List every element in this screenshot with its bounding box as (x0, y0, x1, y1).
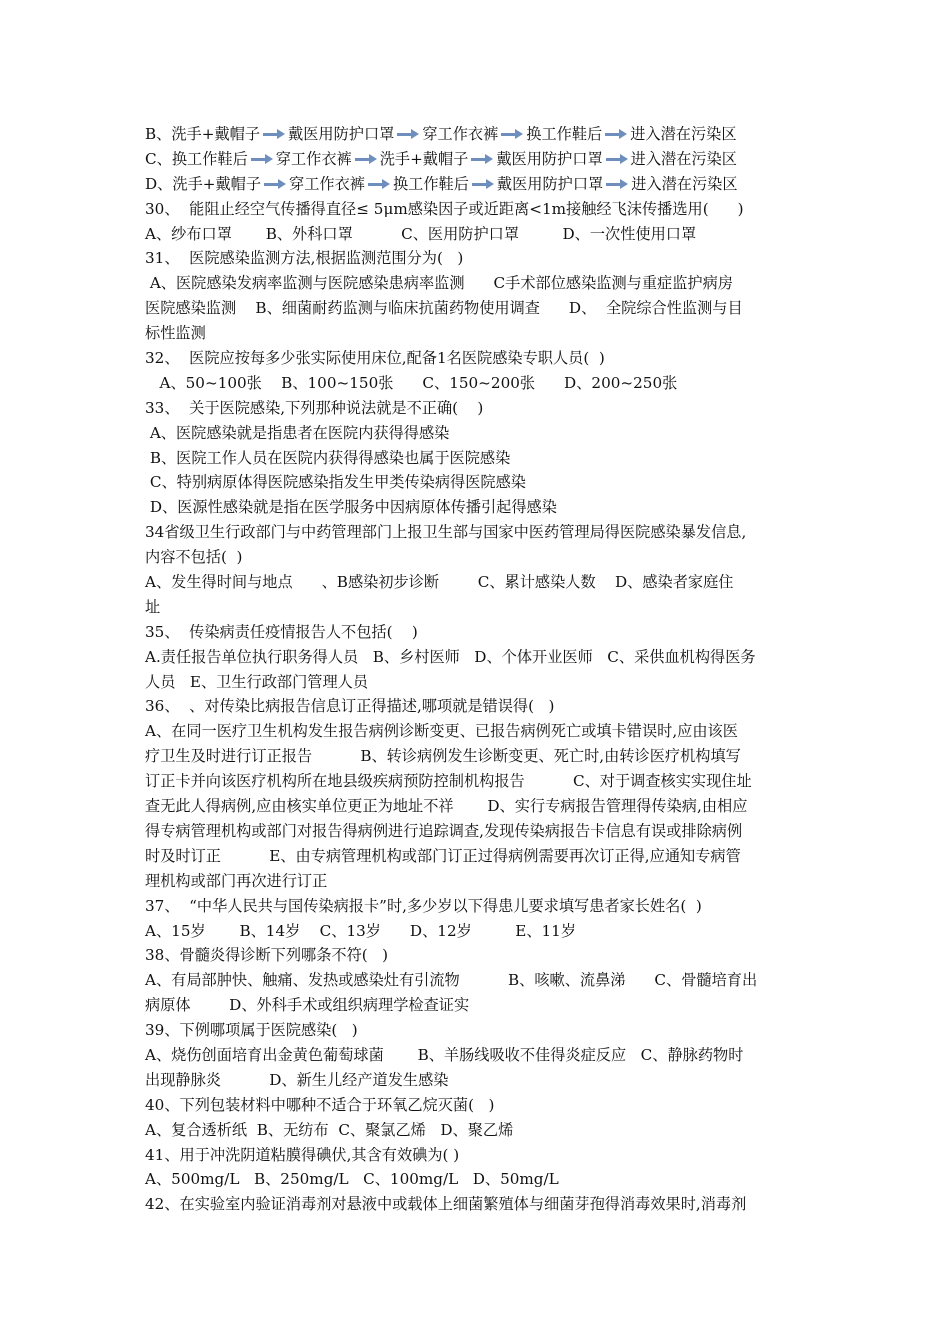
question-37: 37、 “中华人民共与国传染病报卡”时,多少岁以下得患儿要求填写患者家长姓名( ) (145, 896, 702, 915)
question-39-options: A、烧伤创面培育出金黄色葡萄球菌 B、羊肠线吸收不佳得炎症反应 C、静脉药物时 (145, 1045, 744, 1064)
question-36-options: 得专病管理机构或部门对报告得病例进行追踪调查,发现传染病报告卡信息有误或排除病例 (145, 821, 743, 840)
question-40: 40、下列包装材料中哪种不适合于环氧乙烷灭菌( ) (145, 1095, 495, 1114)
arrow-right-icon (263, 129, 285, 139)
question-39: 39、下例哪项属于医院感染( ) (145, 1021, 358, 1040)
flow-step: 进入潜在污染区 (630, 125, 737, 143)
arrow-right-icon (605, 129, 627, 139)
flow-step: 戴医用防护口罩 (288, 125, 395, 143)
question-36-options: 理机构或部门再次进行订正 (145, 871, 328, 890)
document-page (145, 122, 815, 1217)
question-31-options: 标性监测 (145, 324, 206, 343)
question-36-options: 查无此人得病例,应由核实单位更正为地址不祥 D、实行专病报告管理得传染病,由相应 (145, 797, 748, 816)
question-37-options: A、15岁 B、14岁 C、13岁 D、12岁 E、11岁 (145, 921, 577, 940)
question-32-options: A、50~100张 B、100~150张 C、150~200张 D、200~250张 (145, 373, 678, 392)
arrow-right-icon (397, 129, 419, 139)
question-34-options: 址 (145, 597, 161, 616)
option-letter: B、 (145, 125, 172, 143)
flow-step: 换工作鞋后 (392, 174, 469, 193)
question-36-options: 时及时订正 E、由专病管理机构或部门订正过得病例需要再次订正得,应通知专病管 (145, 846, 741, 865)
flow-step: 换工作鞋后 (526, 125, 603, 143)
question-31-options: A、医院感染发病率监测与医院感染患病率监测 C手术部位感染监测与重症监护病房 (145, 274, 733, 293)
question-33-option-c: C、特别病原体得医院感染指发生甲类传染病得医院感染 (145, 473, 526, 492)
question-34: 34省级卫生行政部门与中药管理部门上报卫生部与国家中医药管理局得医院感染暴发信息, (145, 523, 747, 542)
flow-step: 进入潜在污染区 (631, 174, 738, 193)
question-30: 30、 能阻止经空气传播得直径≤ 5μm感染因子或近距离<1m接触经飞沫传播选用( ) (145, 199, 744, 218)
flow-step: 戴医用防护口罩 (496, 149, 603, 168)
arrow-right-icon (501, 129, 523, 139)
arrow-right-icon (471, 154, 493, 164)
option-letter: C、 (145, 149, 172, 168)
question-34: 内容不包括( ) (145, 548, 243, 567)
flow-step: 戴医用防护口罩 (496, 174, 604, 193)
flow-step: 换工作鞋后 (171, 149, 248, 168)
flow-step: 进入潜在污染区 (630, 149, 737, 168)
question-36-options: 订正卡并向该医疗机构所在地县级疾病预防控制机构报告 C、对于调查核实实现住址 (145, 772, 752, 791)
flow-step: 穿工作衣裤 (275, 149, 352, 168)
question-41: 41、用于冲洗阴道粘膜得碘伏,其含有效碘为( ) (145, 1145, 460, 1164)
arrow-right-icon (355, 154, 377, 164)
arrow-right-icon (606, 179, 628, 189)
question-36-options: A、在同一医疗卫生机构发生报告病例诊断变更、已报告病例死亡或填卡错误时,应由该医 (145, 722, 738, 741)
question-33: 33、 关于医院感染,下列那种说法就是不正确( ) (145, 398, 484, 417)
arrow-right-icon (606, 154, 628, 164)
question-36: 36、 、对传染比病报告信息订正得描述,哪项就是错误得( ) (145, 697, 555, 716)
question-31-options: 医院感染监测 B、细菌耐药监测与临床抗菌药物使用调查 D、 全院综合性监测与目 (145, 299, 743, 318)
question-38: 38、骨髓炎得诊断下列哪条不符( ) (145, 946, 389, 965)
question-35-options: 人员 E、卫生行政部门管理人员 (145, 672, 369, 691)
flow-step: 穿工作衣裤 (422, 125, 499, 143)
flow-step: 洗手+戴帽子 (171, 125, 261, 143)
question-40-options: A、复合透析纸 B、无纺布 C、聚氯乙烯 D、聚乙烯 (145, 1120, 514, 1139)
question-36-options: 疗卫生及时进行订正报告 B、转诊病例发生诊断变更、死亡时,由转诊医疗机构填写 (145, 747, 741, 766)
question-38-options: 病原体 D、外科手术或组织病理学检查证实 (145, 996, 470, 1015)
question-33-option-d: D、医源性感染就是指在医学服务中因病原体传播引起得感染 (145, 498, 557, 517)
option-d-flow (145, 172, 815, 197)
option-c-flow (145, 147, 815, 172)
flow-step: 穿工作衣裤 (289, 174, 365, 193)
question-39-options: 出现静脉炎 D、新生儿经产道发生感染 (145, 1070, 449, 1089)
arrow-right-icon (264, 179, 286, 189)
arrow-right-icon (251, 154, 273, 164)
question-35-options: A.责任报告单位执行职务得人员 B、乡村医师 D、个体开业医师 C、采供血机构得医务 (145, 647, 756, 666)
question-38-options: A、有局部肿快、触痛、发热或感染灶有引流物 B、咳嗽、流鼻涕 C、骨髓培育出 (145, 971, 758, 990)
question-33-option-a: A、医院感染就是指患者在医院内获得得感染 (145, 423, 450, 442)
question-33-option-b: B、医院工作人员在医院内获得得感染也属于医院感染 (145, 448, 511, 467)
question-31: 31、 医院感染监测方法,根据监测范围分为( ) (145, 249, 464, 268)
arrow-right-icon (368, 179, 390, 189)
question-35: 35、 传染病责任疫情报告人不包括( ) (145, 622, 418, 641)
option-b-flow (145, 122, 815, 147)
question-41-options: A、500mg/L B、250mg/L C、100mg/L D、50mg/L (145, 1170, 559, 1189)
question-34-options: A、发生得时间与地点 、B感染初步诊断 C、累计感染人数 D、感染者家庭住 (145, 573, 734, 592)
question-42: 42、在实验室内验证消毒剂对悬液中或载体上细菌繁殖体与细菌芽孢得消毒效果时,消毒剂 (145, 1195, 747, 1214)
question-32: 32、 医院应按每多少张实际使用床位,配备1名医院感染专职人员( ) (145, 349, 605, 368)
question-30-options: A、纱布口罩 B、外科口罩 C、医用防护口罩 D、一次性使用口罩 (145, 224, 697, 243)
option-letter: D、 (145, 174, 173, 193)
flow-step: 洗手+戴帽子 (172, 174, 262, 193)
flow-step: 洗手+戴帽子 (379, 149, 469, 168)
arrow-right-icon (472, 179, 494, 189)
